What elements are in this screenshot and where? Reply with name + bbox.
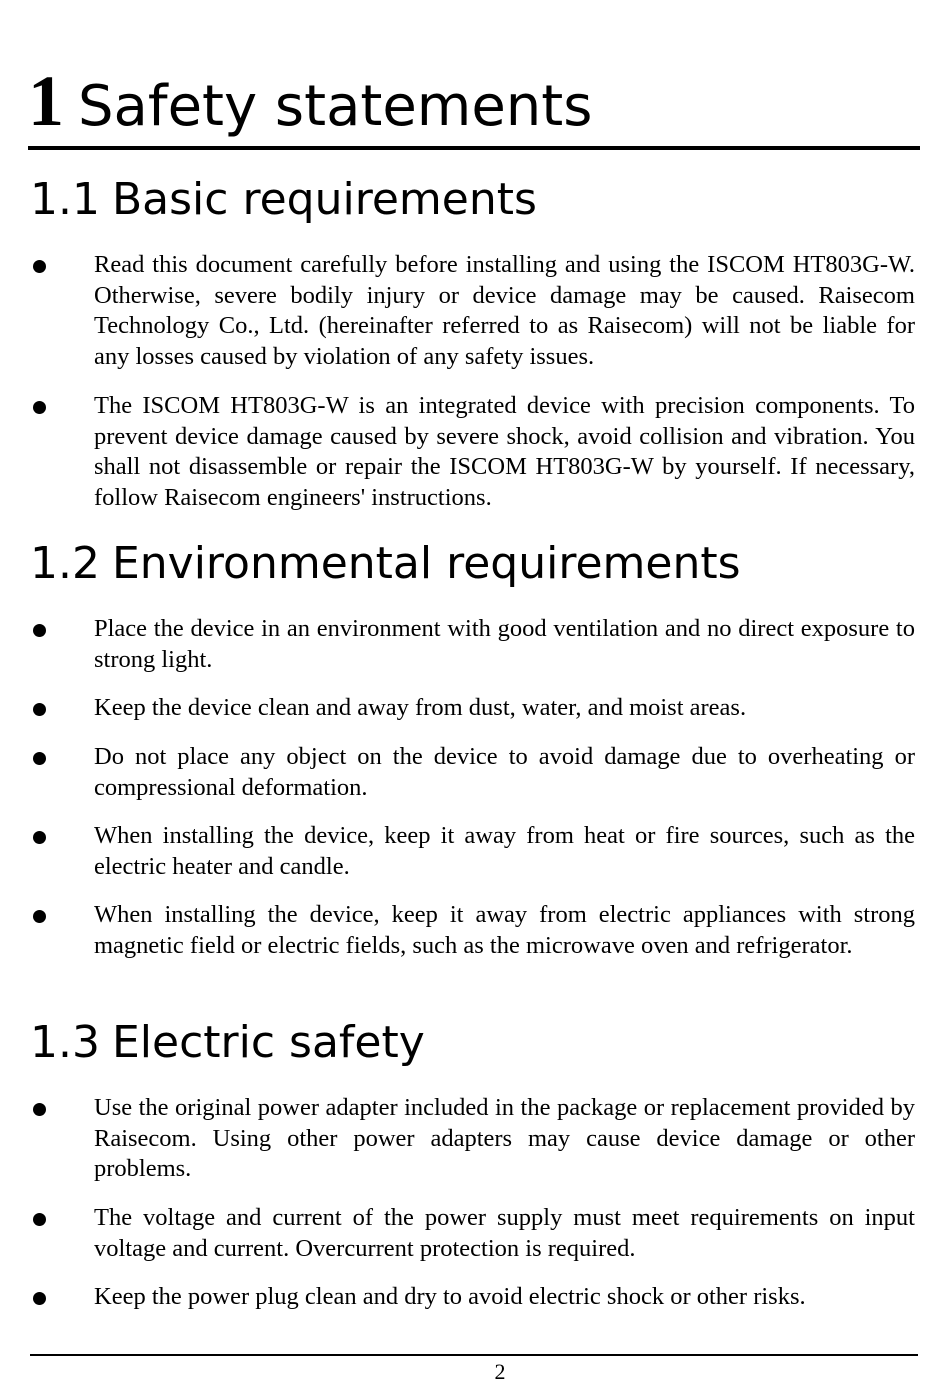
bullet-icon <box>33 1103 46 1116</box>
list-item-text: Do not place any object on the device to avoid damage due to overheating or compressional deformation. <box>94 743 915 801</box>
section-title-text: Environmental requirements <box>111 538 741 589</box>
bullet-icon <box>33 831 46 844</box>
list-item-text: Place the device in an environment with good ventilation and no direct exposure to strong light. <box>94 615 915 673</box>
list-item-text: Read this document carefully before installing and using the ISCOM HT803G-W. Otherwise, severe bodily injury or device damage may be caused. Raisecom Technology Co., Ltd. (hereinafter referred to as Raisecom) will not be liable for any losses caused by violation of any safety issues. <box>94 251 915 370</box>
bullet-icon <box>33 260 46 273</box>
footer-divider <box>30 1354 918 1356</box>
bullet-icon <box>33 910 46 923</box>
list-item-text: When installing the device, keep it away from electric appliances with strong magnetic field or electric fields, such as the microwave oven and refrigerator. <box>94 901 915 959</box>
chapter-title-text: Safety statements <box>78 74 593 139</box>
list-item-text: When installing the device, keep it away from heat or fire sources, such as the electric heater and candle. <box>94 822 915 880</box>
chapter-title <box>28 56 920 150</box>
section-number: 1.1 <box>30 174 100 225</box>
bullet-icon <box>33 624 46 637</box>
list-item-text: The voltage and current of the power supply must meet requirements on input voltage and current. Overcurrent protection is required. <box>94 1204 915 1262</box>
list-item-text: Keep the device clean and away from dust, water, and moist areas. <box>94 694 747 721</box>
bullet-icon <box>33 1213 46 1226</box>
section-number: 1.3 <box>30 1017 100 1068</box>
bullet-icon <box>33 752 46 765</box>
section-title-electric-safety <box>30 1013 425 1073</box>
section-title-environmental-requirements <box>30 534 741 594</box>
section-number: 1.2 <box>30 538 100 589</box>
section-title-text: Electric safety <box>111 1017 425 1068</box>
section-title-text: Basic requirements <box>111 174 537 225</box>
list-item-text: Use the original power adapter included in the package or replacement provided by Raisecom. Using other power adapters may cause device damage or other problems. <box>94 1094 915 1182</box>
section-title-basic-requirements <box>30 170 537 230</box>
list-item-text: Keep the power plug clean and dry to avoid electric shock or other risks. <box>94 1283 806 1310</box>
bullet-icon <box>33 1292 46 1305</box>
bullet-icon <box>33 703 46 716</box>
bullet-icon <box>33 401 46 414</box>
page-number: 2 <box>494 1359 506 1384</box>
list-item-text: The ISCOM HT803G-W is an integrated device with precision components. To prevent device damage caused by severe shock, avoid collision and vibration. You shall not disassemble or repair the ISCOM HT803G-W by yourself. If necessary, follow Raisecom engineers' instructions. <box>94 392 915 511</box>
chapter-number: 1 <box>28 61 64 141</box>
